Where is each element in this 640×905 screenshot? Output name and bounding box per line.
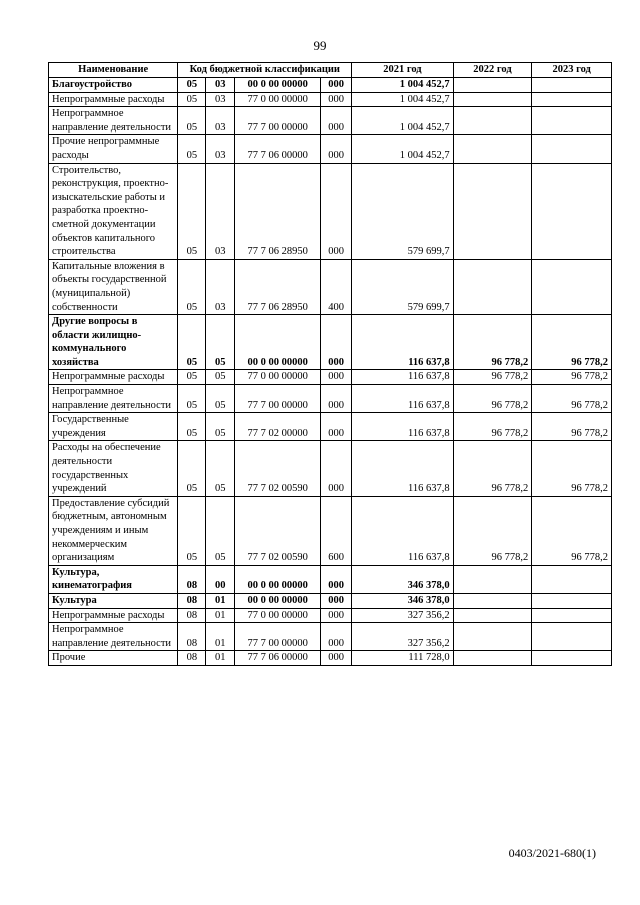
table-row: [49, 593, 612, 608]
cell-target-article: 77 0 00 00000: [235, 92, 321, 107]
cell-2023: [532, 259, 612, 314]
cell-target-article: 00 0 00 00000: [235, 315, 321, 370]
cell-2023: 96 778,2: [532, 496, 612, 565]
cell-subsection: 00: [206, 565, 235, 593]
cell-2022: [453, 259, 532, 314]
cell-2022: [453, 92, 532, 107]
cell-2021: 579 699,7: [352, 163, 453, 259]
table-row: [49, 496, 612, 565]
cell-subsection: 05: [206, 413, 235, 441]
cell-2022: [453, 107, 532, 135]
cell-2023: [532, 92, 612, 107]
cell-name: Непрограммное направление деятельности: [49, 623, 178, 651]
cell-2021: 1 004 452,7: [352, 107, 453, 135]
cell-subsection: 01: [206, 608, 235, 623]
cell-section: 05: [178, 259, 206, 314]
cell-section: 08: [178, 608, 206, 623]
table-body: [49, 78, 612, 666]
cell-section: 05: [178, 496, 206, 565]
cell-name: Непрограммное направление деятельности: [49, 385, 178, 413]
cell-2022: [453, 608, 532, 623]
cell-expense-type: 000: [321, 413, 352, 441]
cell-2023: [532, 608, 612, 623]
cell-subsection: 03: [206, 259, 235, 314]
cell-name: Прочие непрограммные расходы: [49, 135, 178, 163]
cell-expense-type: 000: [321, 608, 352, 623]
cell-expense-type: 000: [321, 135, 352, 163]
budget-table: [48, 62, 612, 666]
table-row: [49, 107, 612, 135]
cell-section: 05: [178, 315, 206, 370]
page-number: 99: [313, 38, 327, 53]
cell-expense-type: 000: [321, 385, 352, 413]
cell-expense-type: 000: [321, 593, 352, 608]
cell-2021: 327 356,2: [352, 623, 453, 651]
cell-section: 08: [178, 623, 206, 651]
cell-target-article: 77 7 00 00000: [235, 385, 321, 413]
cell-2022: [453, 651, 532, 666]
cell-target-article: 77 0 00 00000: [235, 370, 321, 385]
table-row: [49, 92, 612, 107]
table-row: [49, 135, 612, 163]
cell-target-article: 77 7 06 28950: [235, 163, 321, 259]
cell-subsection: 03: [206, 163, 235, 259]
header-name: Наименование: [49, 63, 178, 78]
cell-2021: 579 699,7: [352, 259, 453, 314]
cell-name: Капитальные вложения в объекты государственной (муниципальной) собственности: [49, 259, 178, 314]
cell-target-article: 77 7 06 00000: [235, 135, 321, 163]
cell-name: Благоустройство: [49, 78, 178, 93]
cell-2022: 96 778,2: [453, 385, 532, 413]
cell-name: Государственные учреждения: [49, 413, 178, 441]
cell-name: Культура: [49, 593, 178, 608]
table-row: [49, 385, 612, 413]
table-row: [49, 608, 612, 623]
cell-section: 05: [178, 135, 206, 163]
cell-2021: 116 637,8: [352, 496, 453, 565]
cell-2022: [453, 163, 532, 259]
cell-name: Непрограммное направление деятельности: [49, 107, 178, 135]
cell-expense-type: 000: [321, 78, 352, 93]
cell-2023: 96 778,2: [532, 441, 612, 496]
cell-name: Предоставление субсидий бюджетным, автономным учреждениям и иным некоммерческим организациям: [49, 496, 178, 565]
table-row: [49, 163, 612, 259]
cell-2022: 96 778,2: [453, 496, 532, 565]
table-row: [49, 441, 612, 496]
cell-subsection: 03: [206, 92, 235, 107]
cell-2021: 327 356,2: [352, 608, 453, 623]
cell-2021: 116 637,8: [352, 315, 453, 370]
table-header-row: [49, 63, 612, 78]
cell-subsection: 05: [206, 441, 235, 496]
cell-2021: 1 004 452,7: [352, 135, 453, 163]
cell-name: Культура, кинематография: [49, 565, 178, 593]
header-2022: 2022 год: [453, 63, 532, 78]
cell-expense-type: 000: [321, 107, 352, 135]
cell-2023: [532, 135, 612, 163]
table-row: [49, 623, 612, 651]
cell-section: 05: [178, 413, 206, 441]
cell-name: Расходы на обеспечение деятельности государственных учреждений: [49, 441, 178, 496]
cell-2022: [453, 565, 532, 593]
cell-2021: 346 378,0: [352, 593, 453, 608]
table-row: [49, 315, 612, 370]
cell-target-article: 77 7 02 00000: [235, 413, 321, 441]
cell-2023: 96 778,2: [532, 385, 612, 413]
cell-name: Непрограммные расходы: [49, 608, 178, 623]
table-row: [49, 651, 612, 666]
cell-2022: [453, 135, 532, 163]
table-row: [49, 78, 612, 93]
cell-section: 05: [178, 92, 206, 107]
cell-2021: 116 637,8: [352, 413, 453, 441]
cell-section: 05: [178, 441, 206, 496]
cell-expense-type: 600: [321, 496, 352, 565]
cell-2023: [532, 107, 612, 135]
header-code: Код бюджетной классификации: [178, 63, 352, 78]
table-row: [49, 413, 612, 441]
cell-2023: [532, 593, 612, 608]
header-2023: 2023 год: [532, 63, 612, 78]
cell-expense-type: 000: [321, 441, 352, 496]
cell-2023: [532, 623, 612, 651]
cell-section: 05: [178, 370, 206, 385]
cell-subsection: 05: [206, 370, 235, 385]
cell-section: 05: [178, 163, 206, 259]
table-row: [49, 259, 612, 314]
cell-target-article: 77 0 00 00000: [235, 608, 321, 623]
cell-2021: 346 378,0: [352, 565, 453, 593]
cell-expense-type: 000: [321, 163, 352, 259]
cell-expense-type: 000: [321, 92, 352, 107]
cell-target-article: 77 7 06 28950: [235, 259, 321, 314]
cell-subsection: 03: [206, 107, 235, 135]
cell-target-article: 77 7 00 00000: [235, 107, 321, 135]
cell-target-article: 77 7 02 00590: [235, 441, 321, 496]
cell-target-article: 77 7 00 00000: [235, 623, 321, 651]
cell-name: Другие вопросы в области жилищно-коммунального хозяйства: [49, 315, 178, 370]
cell-2023: 96 778,2: [532, 315, 612, 370]
cell-2023: 96 778,2: [532, 413, 612, 441]
cell-name: Прочие: [49, 651, 178, 666]
cell-name: Непрограммные расходы: [49, 370, 178, 385]
cell-2022: 96 778,2: [453, 370, 532, 385]
cell-2021: 111 728,0: [352, 651, 453, 666]
cell-2022: [453, 623, 532, 651]
cell-section: 08: [178, 593, 206, 608]
cell-2023: [532, 565, 612, 593]
cell-section: 08: [178, 565, 206, 593]
cell-subsection: 05: [206, 385, 235, 413]
cell-2023: [532, 163, 612, 259]
cell-2023: [532, 651, 612, 666]
cell-expense-type: 000: [321, 370, 352, 385]
cell-target-article: 77 7 06 00000: [235, 651, 321, 666]
cell-name: Непрограммные расходы: [49, 92, 178, 107]
cell-2021: 116 637,8: [352, 370, 453, 385]
cell-expense-type: 000: [321, 651, 352, 666]
cell-target-article: 77 7 02 00590: [235, 496, 321, 565]
cell-2021: 116 637,8: [352, 441, 453, 496]
cell-2022: 96 778,2: [453, 413, 532, 441]
cell-target-article: 00 0 00 00000: [235, 78, 321, 93]
cell-2023: [532, 78, 612, 93]
table-row: [49, 565, 612, 593]
cell-section: 08: [178, 651, 206, 666]
cell-target-article: 00 0 00 00000: [235, 565, 321, 593]
cell-2022: [453, 78, 532, 93]
cell-name: Строительство, реконструкция, проектно-изыскательские работы и разработка проектно-сметной документации объектов капитального строительства: [49, 163, 178, 259]
cell-section: 05: [178, 385, 206, 413]
cell-subsection: 01: [206, 623, 235, 651]
cell-subsection: 01: [206, 651, 235, 666]
cell-2021: 1 004 452,7: [352, 78, 453, 93]
cell-subsection: 05: [206, 315, 235, 370]
cell-section: 05: [178, 107, 206, 135]
cell-2022: 96 778,2: [453, 315, 532, 370]
table-row: [49, 370, 612, 385]
cell-2021: 1 004 452,7: [352, 92, 453, 107]
cell-subsection: 03: [206, 135, 235, 163]
cell-target-article: 00 0 00 00000: [235, 593, 321, 608]
cell-2022: [453, 593, 532, 608]
cell-2021: 116 637,8: [352, 385, 453, 413]
cell-section: 05: [178, 78, 206, 93]
cell-expense-type: 000: [321, 565, 352, 593]
cell-expense-type: 000: [321, 623, 352, 651]
cell-subsection: 05: [206, 496, 235, 565]
document-code: 0403/2021-680(1): [508, 846, 596, 860]
cell-2023: 96 778,2: [532, 370, 612, 385]
cell-subsection: 01: [206, 593, 235, 608]
header-2021: 2021 год: [352, 63, 453, 78]
cell-expense-type: 000: [321, 315, 352, 370]
cell-expense-type: 400: [321, 259, 352, 314]
cell-2022: 96 778,2: [453, 441, 532, 496]
cell-subsection: 03: [206, 78, 235, 93]
